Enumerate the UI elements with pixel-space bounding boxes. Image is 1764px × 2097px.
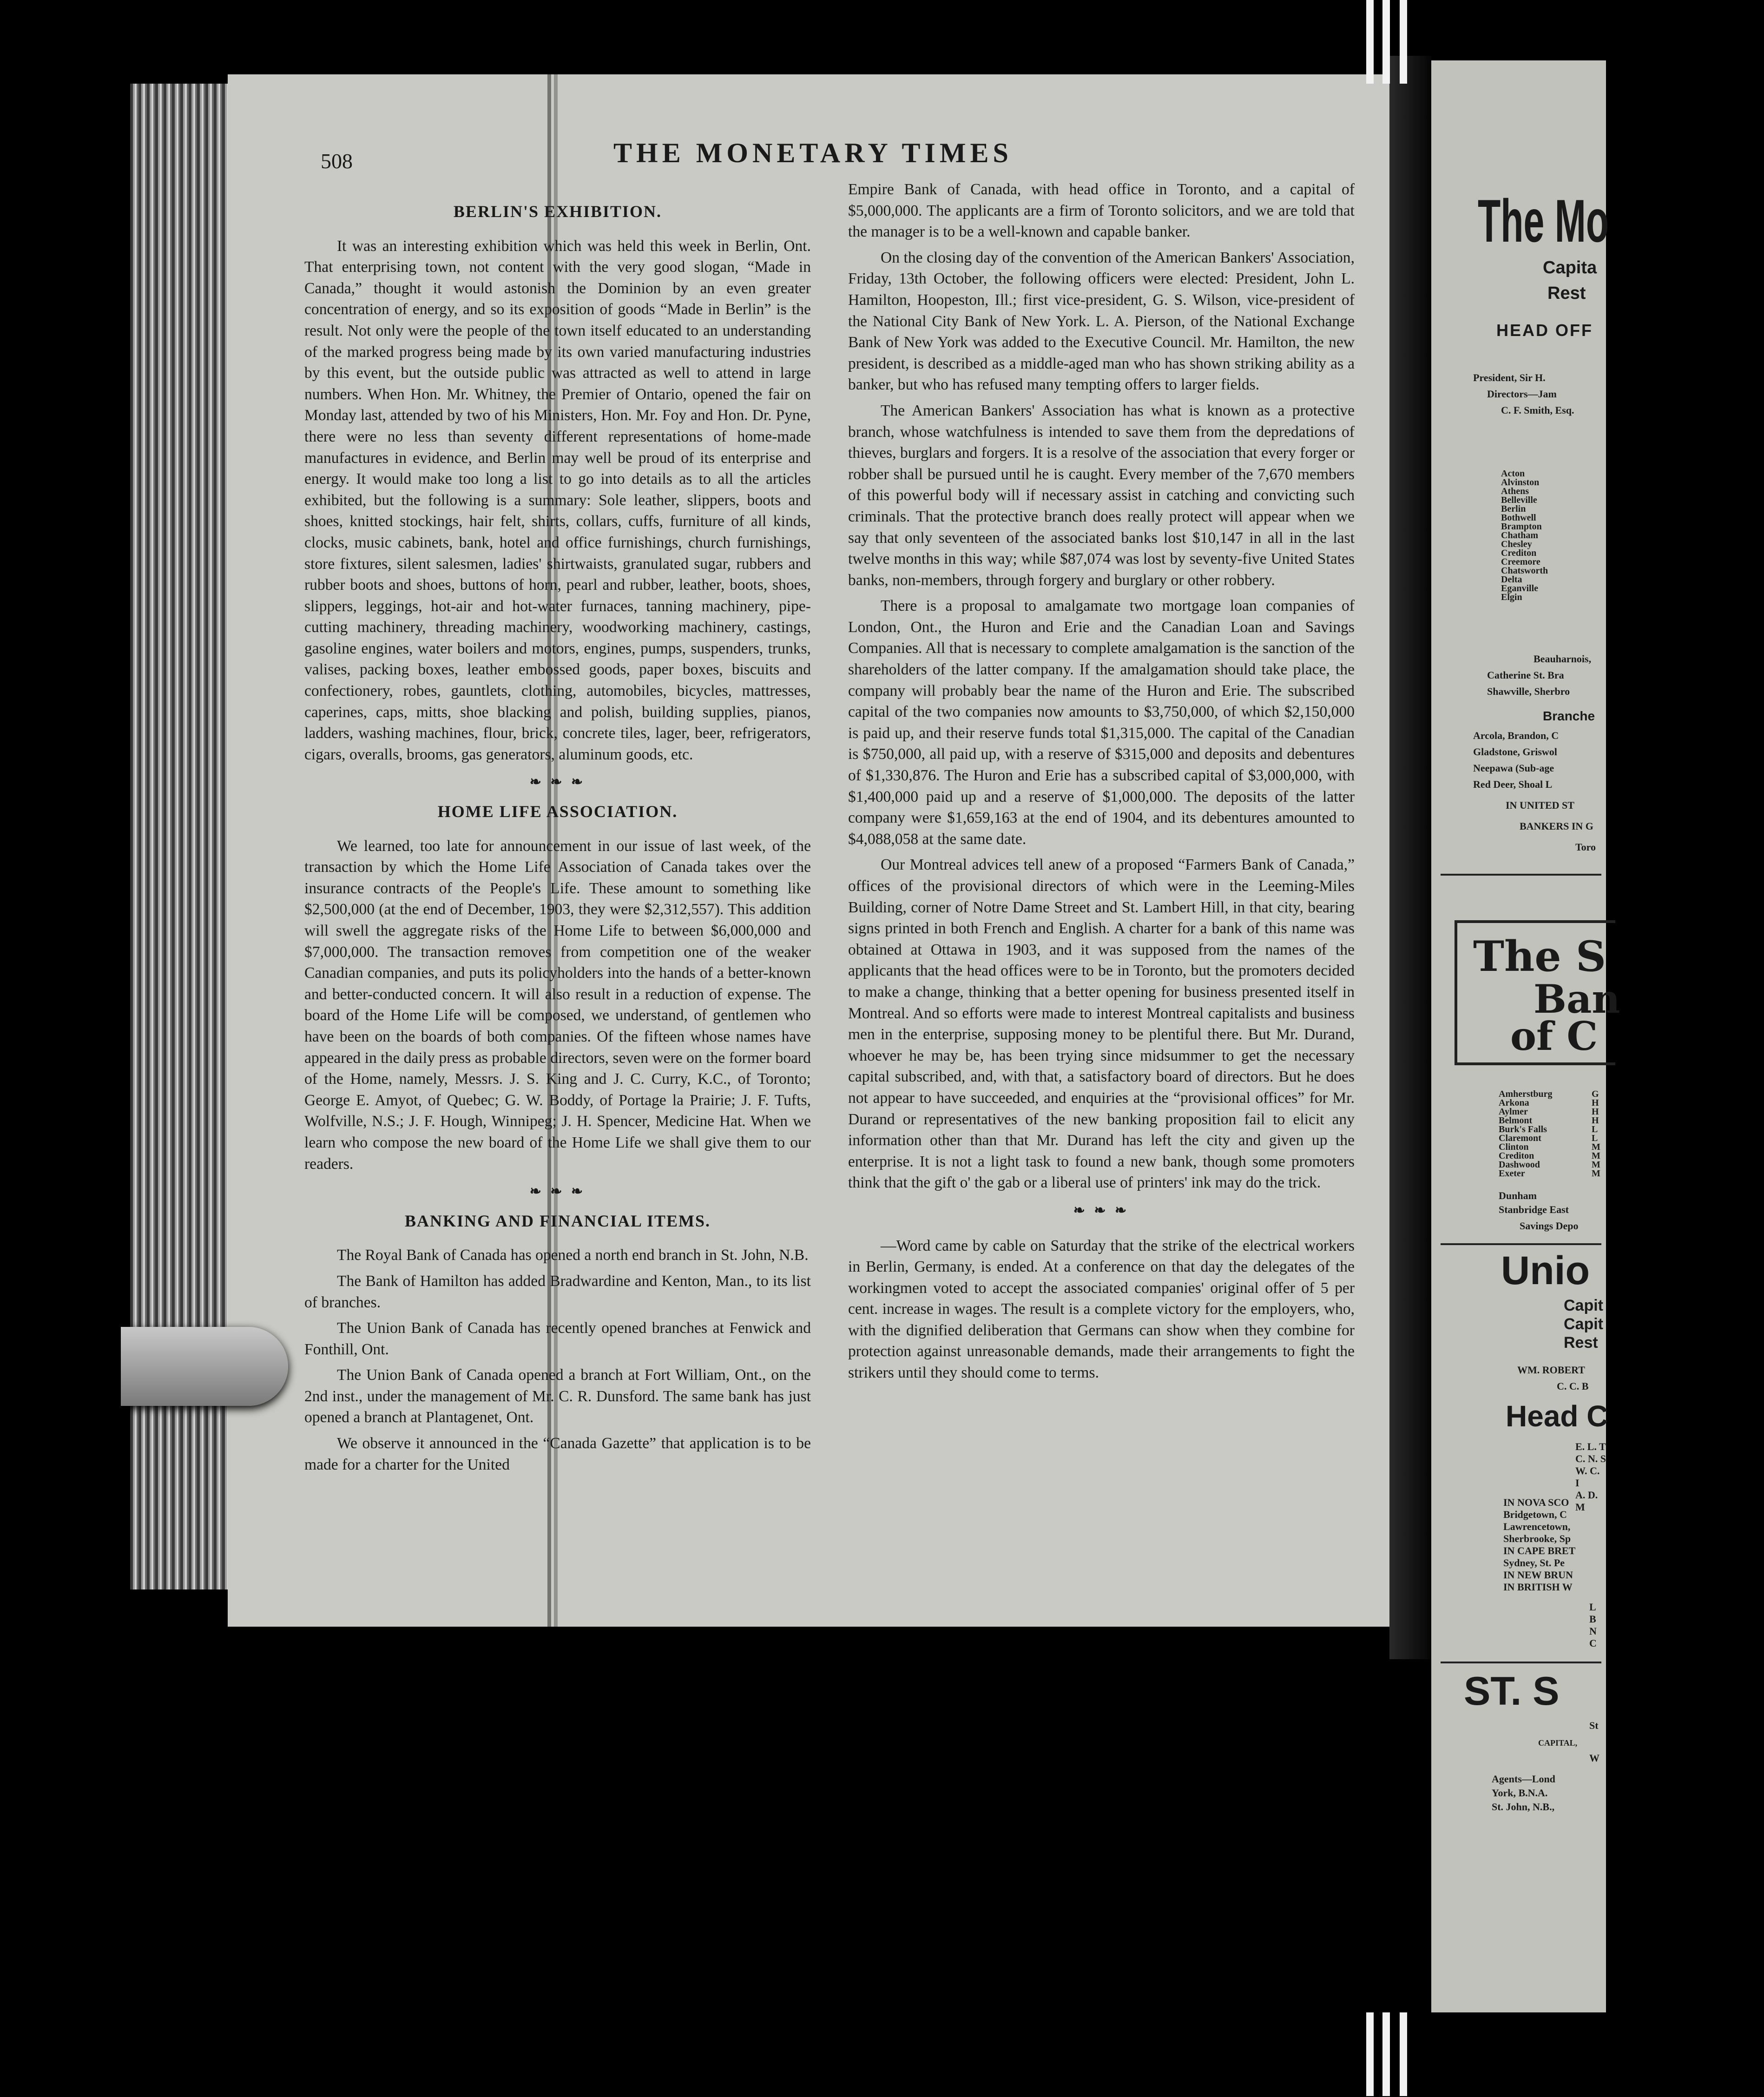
ad-text: Catherine St. Bra: [1487, 669, 1564, 681]
list-item: A. D. M: [1575, 1489, 1598, 1513]
list-item: Acton: [1501, 468, 1525, 479]
list-item: H: [1592, 1098, 1599, 1108]
list-item: Crediton: [1499, 1151, 1534, 1161]
list-item: Dashwood: [1499, 1160, 1540, 1170]
list-item: M: [1592, 1142, 1600, 1152]
list-item: IN NOVA SCO: [1503, 1497, 1569, 1508]
ad-text: Savings Depo: [1520, 1220, 1579, 1232]
list-item: Creemore: [1501, 557, 1540, 567]
list-item: Arkona: [1499, 1098, 1529, 1108]
list-item: C: [1589, 1637, 1597, 1649]
paragraph: We observe it announced in the “Canada Gazette” that application is to be made for a charter for the United: [304, 1435, 811, 1473]
masthead-title: THE MONETARY TIMES: [613, 138, 1013, 168]
list-item: IN CAPE BRET: [1503, 1545, 1576, 1556]
divider: [1441, 1662, 1601, 1663]
list-item: Belleville: [1501, 495, 1537, 505]
ad-text: CAPITAL,: [1538, 1738, 1578, 1748]
film-mark: [1400, 2012, 1407, 2096]
paragraph: It was an interesting exhibition which was held this week in Berlin, Ont. That enterprising town, not content with the very good slogan, “Made in Canada,” thought it would astonish the Dominion by an even greater concentration of energy, and so its exposition of goods “Made in Berlin” is the result. Not only were the people of the town itself educated to an understanding of the marked progress being made by its own varied manufacturing industries by this event, but the outside public was attracted as well to attend in large numbers. When Hon. Mr. Whitney, the Premier of Ontario, opened the fair on Monday last, attended by two of his Ministers, Hon. Mr. Foy and Hon. Dr. Pyne, there were no less than seventy different representations of home-made manufactures in evidence, and Berlin may well be proud of its enterprise and energy. It would make too long a list to go into details as to all the articles exhibited, but the following is a summary: Sole leather, slippers, boots and shoes, knitted stockings, hair felt, shirts, collars, cuffs, furniture of all kinds, clocks, music cabinets, bank, hotel and office furnishings, church furnishings, store fixtures, silent salesmen, ladies' shirtwaists, granulated sugar, rubbers and rubber boots and shoes, buttons of horn, pearl and rubber, leather, boots, shoes, slippers, leggings, hot-air and hot-water furnaces, tanning machinery, pipe-cutting machinery, threading machinery, woodworking machinery, castings, gasoline engines, water boilers and motors, engines, pumps, suspenders, trunks, valises, packing boxes, leather embossed goods, paper boxes, biscuits and confectionery, robes, gauntlets, clothing, automobiles, bicycles, mattresses, caperines, caps, mitts, shoe blacking and polish, building supplies, pianos, ladders, washing machines, flour, brick, concrete tiles, lager, beer, refrigerators, cigars, overalls, brooms, gas generators, aluminum goods, etc.: [304, 237, 811, 763]
ad-list: [1575, 1441, 1606, 1513]
paragraph: There is a proposal to amalgamate two mortgage loan companies of London, Ont., the Huron and Erie and the Canadian Loan and Savings Companies. All that is necessary to complete amalgamation is the sanction of the shareholders of the latter company. If the amalgamation should take place, the company will probably bear the name of the Huron and Erie. The subscribed capital of the two companies now amounts to $3,750,000, of which $2,150,000 is paid up, and their reserve funds total $1,315,000. The capital of the Canadian is $750,000, all paid up, with a reserve of $315,000 and deposits and debentures of $1,330,876. The Huron and Erie has a subscribed capital of $3,000,000, with $1,400,000 paid up and a reserve of $1,000,000. The deposits of the latter company were $1,659,163 at the end of 1904, and its debentures amounted to $4,088,058 at the same date.: [848, 597, 1355, 848]
ad-head-title: Head C: [1506, 1399, 1608, 1433]
ad-officer: C. F. Smith, Esq.: [1501, 404, 1574, 416]
section-title-banking-items: BANKING AND FINANCIAL ITEMS.: [404, 1211, 711, 1230]
paragraph: The Royal Bank of Canada has opened a north end branch in St. John, N.B.: [337, 1246, 809, 1264]
film-mark: [1400, 0, 1407, 84]
ad-officer: President, Sir H.: [1473, 372, 1546, 383]
list-item: Bothwell: [1501, 513, 1536, 523]
ad-text: Capit: [1564, 1315, 1603, 1333]
ad-text: C. C. B: [1557, 1380, 1589, 1392]
list-item: IN BRITISH W: [1503, 1581, 1573, 1593]
ornament-divider: ❧ ❧ ❧: [529, 774, 586, 790]
ad-text: Shawville, Sherbro: [1487, 686, 1570, 697]
ad-blackletter-title: of C: [1510, 1013, 1598, 1059]
paragraph: We learned, too late for announcement in our issue of last week, of the transaction by which the Home Life Association of Canada takes over the insurance contracts of the People's Life. These amount to something like $2,500,000 (at the end of December, 1903, they were $2,312,557). This addition will swell the aggregate risks of the Home Life to between $6,000,000 and $7,000,000. The transaction removes from competition one of the weaker Canadian companies, and puts its policyholders into the hands of a better-known and better-conducted concern. It will also result in a reduction of expense. The board of the Home Life will be composed, we understand, of gentlemen who have been on the boards of both companies. Of the fifteen whose names have appeared in the daily press as probable directors, seven were on the former board of the Home, namely, Messrs. J. S. King and J. C. Curry, K.C., of Toronto; George E. Amyot, of Quebec; G. W. Boddy, of Portage la Prairie; J. F. Tufts, Wolfville, N.S.; J. F. Hough, Winnipeg; J. H. Spencer, Medicine Hat. When we learn who compose the new board of the Home Life we shall give them to our readers.: [304, 837, 811, 1173]
list-item: N: [1589, 1625, 1597, 1637]
list-item: Lawrencetown,: [1503, 1521, 1571, 1532]
list-item: M: [1592, 1160, 1600, 1170]
film-mark: [1382, 0, 1390, 84]
ad-text: Stanbridge East: [1499, 1204, 1569, 1215]
list-item: C. N. S: [1575, 1453, 1606, 1464]
list-item: Chatham: [1501, 530, 1539, 541]
divider: [1441, 874, 1601, 876]
list-item: Eganville: [1501, 583, 1539, 593]
list-item: Crediton: [1501, 548, 1537, 558]
list-item: Burk's Falls: [1499, 1124, 1547, 1134]
ad-officer: Directors—Jam: [1487, 388, 1557, 400]
ad-text: St: [1589, 1720, 1599, 1731]
ad-text: Gladstone, Griswol: [1473, 746, 1557, 758]
ad-text: Arcola, Brandon, C: [1473, 730, 1559, 741]
list-item: H: [1592, 1115, 1599, 1126]
list-item: Clinton: [1499, 1142, 1529, 1152]
ad-text: W: [1589, 1752, 1599, 1764]
ad-text: St. John, N.B.,: [1492, 1801, 1555, 1813]
page-number: 508: [321, 149, 353, 173]
paragraph: The Union Bank of Canada opened a branch at Fort William, Ont., on the 2nd inst., under the management of Mr. C. R. Dunsford. The same bank has just opened a branch at Plantagenet, Ont.: [304, 1366, 811, 1426]
divider: [1441, 1243, 1601, 1245]
paragraph: The Union Bank of Canada has recently opened branches at Fenwick and Fonthill, Ont.: [304, 1319, 811, 1358]
list-item: G: [1592, 1089, 1599, 1099]
list-item: L: [1592, 1124, 1598, 1134]
ad-branches-heading: Branche: [1543, 709, 1595, 723]
list-item: Brampton: [1501, 521, 1542, 532]
list-item: IN NEW BRUN: [1503, 1569, 1573, 1581]
section-title-berlin-exhibition: BERLIN'S EXHIBITION.: [453, 202, 662, 221]
ad-blackletter-title: Ban: [1534, 976, 1620, 1022]
list-item: Chatsworth: [1501, 566, 1548, 576]
list-item: Aylmer: [1499, 1107, 1528, 1117]
list-item: M: [1592, 1168, 1600, 1179]
section-title-home-life: HOME LIFE ASSOCIATION.: [437, 802, 678, 821]
list-item: W. C. I: [1575, 1465, 1600, 1489]
list-item: L: [1589, 1601, 1596, 1613]
ad-bank-title: The Mo: [1478, 187, 1609, 255]
list-item: Elgin: [1501, 592, 1522, 602]
list-item: Claremont: [1499, 1133, 1541, 1143]
ad-branch-list: [1501, 469, 1548, 602]
ad-text: BANKERS IN G: [1520, 820, 1593, 832]
ad-text: Beauharnois,: [1534, 653, 1592, 665]
ad-st-title: ST. S: [1464, 1669, 1560, 1714]
list-item: L: [1592, 1133, 1598, 1143]
ornament-divider: ❧ ❧ ❧: [529, 1184, 586, 1200]
list-item: Delta: [1501, 574, 1522, 585]
list-item: M: [1592, 1151, 1600, 1161]
film-mark: [1366, 2012, 1374, 2096]
ad-capital: Capita: [1543, 258, 1597, 277]
ad-list: [1589, 1601, 1597, 1649]
ad-union-title: Unio: [1501, 1248, 1590, 1293]
list-item: Berlin: [1501, 504, 1526, 514]
ad-list: [1503, 1497, 1575, 1593]
film-mark: [1366, 0, 1374, 84]
list-item: H: [1592, 1107, 1599, 1117]
list-item: Sydney, St. Pe: [1503, 1557, 1565, 1569]
paragraph: The Bank of Hamilton has added Bradwardine and Kenton, Man., to its list of branches.: [304, 1272, 811, 1311]
ad-text: Capit: [1564, 1297, 1603, 1314]
ad-head-office: HEAD OFF: [1496, 321, 1593, 340]
ad-branch-list: [1499, 1090, 1553, 1178]
ornament-divider: ❧ ❧ ❧: [1073, 1202, 1130, 1218]
ad-text: Neepawa (Sub-age: [1473, 762, 1554, 774]
thumb-holding-page: [121, 1327, 288, 1406]
list-item: Bridgetown, C: [1503, 1509, 1567, 1520]
list-item: Exeter: [1499, 1168, 1525, 1179]
ad-text: IN UNITED ST: [1506, 799, 1574, 811]
ad-text: Dunham: [1499, 1190, 1537, 1201]
ad-rest: Rest: [1547, 284, 1586, 303]
left-column: [304, 193, 811, 1480]
ad-text: Agents—Lond: [1492, 1773, 1555, 1785]
ad-text: York, B.N.A.: [1492, 1787, 1548, 1799]
paragraph: Empire Bank of Canada, with head office in Toronto, and a capital of $5,000,000. The applicants are a firm of Toronto solicitors, and we are told that the manager is to be a well-known and capable banker.: [848, 181, 1355, 241]
list-item: Belmont: [1499, 1115, 1533, 1126]
paragraph: The American Bankers' Association has what is known as a protective branch, whose watchfulness is intended to save them from the depredations of thieves, burglars and forgers. It is a resolve of the association that every forger or robber shall be pursued until he is caught. Every member of the 7,670 members of this powerful body will if necessary assist in catching and convicting such criminals. That the protective branch does really protect will appear when we say that only seventeen of the associated banks lost $10,147 in all in the last twelve months in this way; while $87,074 was lost by seventy-five United States banks, non-members, through forgery and burglary or other robbery.: [848, 402, 1355, 589]
list-item: B: [1589, 1613, 1596, 1625]
ad-text: Red Deer, Shoal L: [1473, 778, 1553, 790]
list-item: E. L. T: [1575, 1441, 1606, 1452]
paragraph: —Word came by cable on Saturday that the strike of the electrical workers in Berlin, Germany, is ended. At a conference on that day the delegates of the workingmen voted to accept the associated companies' original offer of 5 per cent. increase in wages. The result is a complete victory for the employers, who, with the dignified deliberation that Germans can show when they combine for protection against unreasonable demands, made their arrangements to fight the strikers until they should come to terms.: [848, 1237, 1355, 1382]
list-item: Alvinston: [1501, 477, 1540, 488]
film-mark: [1382, 2012, 1390, 2096]
ad-text: Toro: [1575, 841, 1596, 853]
right-column: [848, 179, 1355, 1388]
ad-text: Rest: [1564, 1334, 1598, 1352]
ad-branch-list-second: [1592, 1090, 1600, 1178]
list-item: Amherstburg: [1499, 1089, 1553, 1099]
list-item: Athens: [1501, 486, 1529, 496]
gutter-shadow: [1389, 56, 1431, 1659]
paragraph: Our Montreal advices tell anew of a proposed “Farmers Bank of Canada,” offices of the provisional directors of which were in the Leeming-Miles Building, corner of Notre Dame Street and St. Lambert Hill, in that city, bearing signs printed in both French and English. A charter for a bank of this name was obtained at Ottawa in 1903, and it was supposed from the names of the applicants that the head offices were to be in Toronto, but the promoters decided to make a change, thinking that a better opening for business presented itself in Montreal. And so efforts were made to interest Montreal capitalists and business men in the enterprise, supposing money to be plentiful there. But Mr. Durand, whoever he may be, has been trying since midsummer to get the necessary capital subscribed, and, with that, a satisfactory board of directors. But he does not appear to have succeeded, and enquiries at the “provisional offices” for Mr. Durand or representatives of the new banking proposition fail to elicit any information other than that Mr. Durand has left the city and given up the enterprise. It is not a light task to found a new bank, though some promoters think that the gift o' the gab or a liberal use of printers' ink may do the trick.: [848, 856, 1355, 1192]
paragraph: On the closing day of the convention of the American Bankers' Association, Friday, 13th October, the following officers were elected: President, John L. Hamilton, Hoopeston, Ill.; first vice-president, G. S. Wilson, vice-president of the National City Bank of New York. L. A. Pierson, of the National Exchange Bank of New York was added to the Executive Council. Mr. Hamilton, the new president, is described as a middle-aged man who has shown striking ability as a banker, but who has refused many tempting offers to larger fields.: [848, 249, 1355, 394]
list-item: Sherbrooke, Sp: [1503, 1533, 1571, 1544]
ad-text: WM. ROBERT: [1517, 1364, 1585, 1376]
ad-blackletter-title: The S: [1473, 932, 1606, 981]
list-item: Chesley: [1501, 539, 1532, 549]
